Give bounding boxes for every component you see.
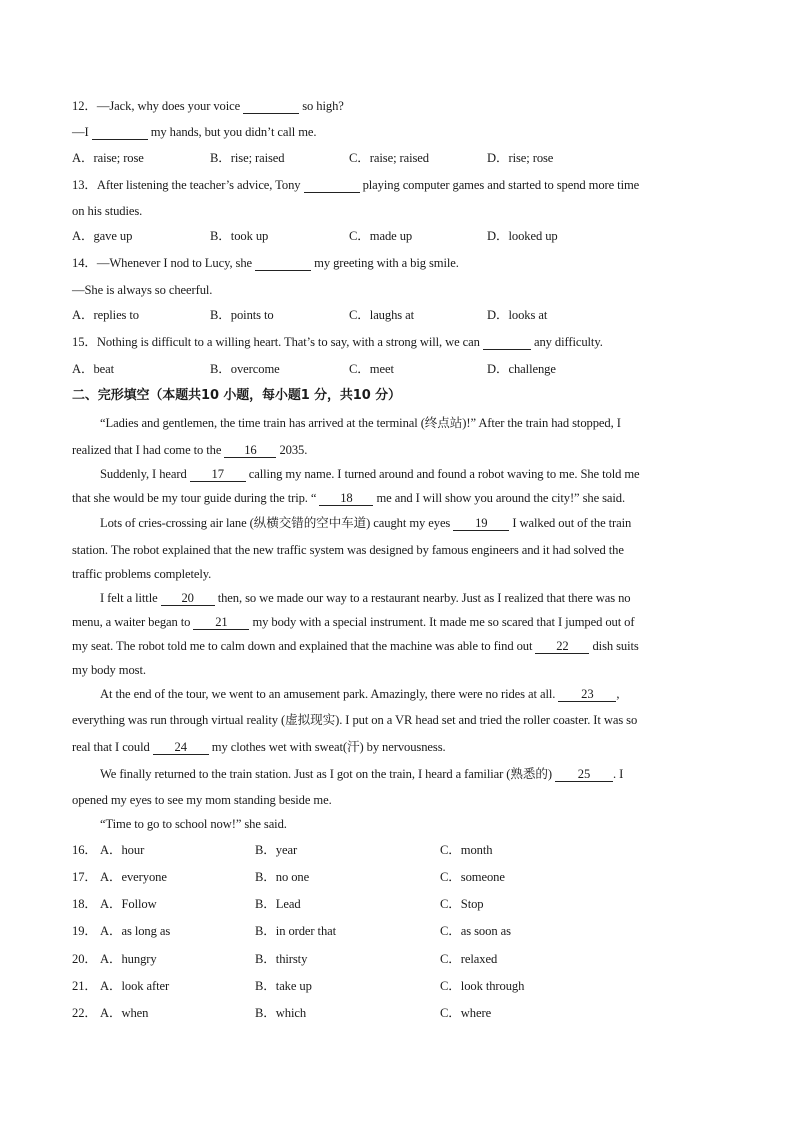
q12-reply: —I my hands, but you didn’t call me. — [72, 125, 317, 139]
passage-p4-line4: my body most. — [72, 663, 146, 677]
blank-24: 24 — [153, 740, 209, 755]
q14-option-b: B．points to — [210, 308, 274, 322]
passage-p6-line2: opened my eyes to see my mom standing beside me. — [72, 793, 332, 807]
passage-p7-line1: “Time to go to school now!” she said. — [100, 817, 287, 831]
q14-stem: 14．—Whenever I nod to Lucy, she my greeting with a big smile. — [72, 256, 459, 270]
blank-17: 17 — [190, 467, 246, 482]
passage-p1-line1: “Ladies and gentlemen, the time train has arrived at the terminal (终点站)!” After the train had stopped, I — [100, 416, 621, 430]
blank-25: 25 — [555, 767, 613, 782]
q15-stem: 15．Nothing is difficult to a willing heart. That’s to say, with a strong will, we can any difficulty. — [72, 335, 603, 349]
blank-21: 21 — [193, 615, 249, 630]
passage-p3-line1: Lots of cries-crossing air lane (纵横交错的空中车道) caught my eyes 19 I walked out of the train — [100, 516, 632, 530]
passage-p5-line1: At the end of the tour, we went to an amusement park. Amazingly, there were no rides at all. 23 , — [100, 687, 620, 701]
q14-option-a: A．replies to — [72, 308, 140, 322]
passage-p4-line1: I felt a little 20 then, so we made our way to a restaurant nearby. Just as I realized that there was no — [100, 591, 631, 605]
passage-p3-line3: traffic problems completely. — [72, 567, 212, 581]
document-page: 12．—Jack, why does your voice so high? —I my hands, but you didn’t call me. A．raise; rose B．rise; raised C．raise; raised D．rise; rose 13．After listening the teacher’s advice, Tony playing computer games and started to spend more time on his studies. A．gave up B．took up C．made up D．looked up 14．—Whenever I nod to Lucy, she my greeting with a big smile. —She is always so cheerful. A．replies to B．points to C．laughs at D．looks at 15．Nothing is difficult to a willing heart. That’s to say, with a strong will, we can any difficulty. A．beat B．overcome C．meet D．challenge 二、完形填空（本题共10 小题，每小题1 分，共10 分） “Ladies and gentlemen, the time train has arrived at the terminal (终点站)!” After the train had stopped, I realized that I had come to the 16 2035. Suddenly, I heard 17 calling my name. I turned around and found a robot waving to me. She told me that she would be my tour guide during the trip. “ 18 me and I will show you around the city!” she said. Lots of cries-crossing air lane (纵横交错的空中车道) caught my eyes 19 I walked out of the train station. The robot explained that the new traffic system was designed by famous engineers and it had solved the traffic problems completely. I felt a little 20 then, so we made our way to a restaurant nearby. Just as I realized that there was no menu, a waiter began to 21 my body with a special instrument. It made me so scared that I jumped out of my seat. The robot told me to calm down and explained that the machine was able to find out 22 dish suits my body most. At the end of the tour, we went to an amusement park. Amazingly, there were no rides at all. 23 , everything was run through virtual reality (虚拟现实). I put on a VR head set and tried the roller coaster. It was so real that I could 24 my clothes wet with sweat(汗) by nervousness. We finally returned to the train station. Just as I got on the train, I heard a familiar (熟悉的) 25 . I opened my eyes to see my mom standing beside me. “Time to go to school now!” she said. 16． A．hour B．year C．month 17． A．everyone B．no one C．someone 18． A．Follow B．Lead C．Stop 19． A．as long as B．in order that C．as soon as 20． A．hungry B．thirsty C．relaxed 21． A．look after B．take up C．look through 22． A．when B．which C．where — [0, 0, 794, 1123]
q14-reply: —She is always so cheerful. — [72, 283, 213, 297]
q12-option-a: A．raise; rose — [72, 151, 144, 165]
passage-p5-line2: everything was run through virtual reality (虚拟现实). I put on a VR head set and tried the roller coaster. It was so — [72, 713, 638, 727]
answer-blank — [92, 125, 148, 140]
q13-option-a: A．gave up — [72, 229, 133, 243]
passage-p2-line2: that she would be my tour guide during the trip. “ 18 me and I will show you around the city!” she said. — [72, 491, 626, 505]
passage-p2-line1: Suddenly, I heard 17 calling my name. I turned around and found a robot waving to me. She told me — [100, 467, 640, 481]
q12-option-b: B．rise; raised — [210, 151, 285, 165]
blank-20: 20 — [161, 591, 215, 606]
answer-blank — [304, 178, 360, 193]
q15-option-b: B．overcome — [210, 362, 280, 376]
q13-option-d: D．looked up — [487, 229, 558, 243]
q13-stem-cont: on his studies. — [72, 204, 143, 218]
passage-p5-line3: real that I could 24 my clothes wet with sweat(汗) by nervousness. — [72, 740, 446, 754]
blank-19: 19 — [453, 516, 509, 531]
section-heading: 二、完形填空（本题共10 小题，每小题1 分，共10 分） — [72, 388, 401, 403]
blank-18: 18 — [319, 491, 373, 506]
q13-option-c: C．made up — [349, 229, 413, 243]
q15-option-c: C．meet — [349, 362, 394, 376]
q14-option-c: C．laughs at — [349, 308, 415, 322]
q12-stem: 12．—Jack, why does your voice so high? — [72, 99, 344, 113]
answer-blank — [243, 99, 299, 114]
passage-p4-line3: my seat. The robot told me to calm down and explained that the machine was able to find out 22 dish suits — [72, 639, 639, 653]
q12-option-c: C．raise; raised — [349, 151, 429, 165]
blank-23: 23 — [558, 687, 616, 702]
q12-option-d: D．rise; rose — [487, 151, 554, 165]
q15-option-d: D．challenge — [487, 362, 556, 376]
q13-option-b: B．took up — [210, 229, 269, 243]
passage-p1-line2: realized that I had come to the 16 2035. — [72, 443, 308, 457]
q15-option-a: A．beat — [72, 362, 115, 376]
answer-blank — [255, 256, 311, 271]
passage-p6-line1: We finally returned to the train station. Just as I got on the train, I heard a familiar (熟悉的) 25 . I — [100, 767, 624, 781]
answer-blank — [483, 335, 531, 350]
blank-22: 22 — [535, 639, 589, 654]
passage-p4-line2: menu, a waiter began to 21 my body with a special instrument. It made me so scared that I jumped out of — [72, 615, 635, 629]
q14-option-d: D．looks at — [487, 308, 548, 322]
passage-p3-line2: station. The robot explained that the new traffic system was designed by famous engineers and it had solved the — [72, 543, 624, 557]
q13-stem: 13．After listening the teacher’s advice, Tony playing computer games and started to spend more time — [72, 178, 640, 192]
blank-16: 16 — [224, 443, 276, 458]
